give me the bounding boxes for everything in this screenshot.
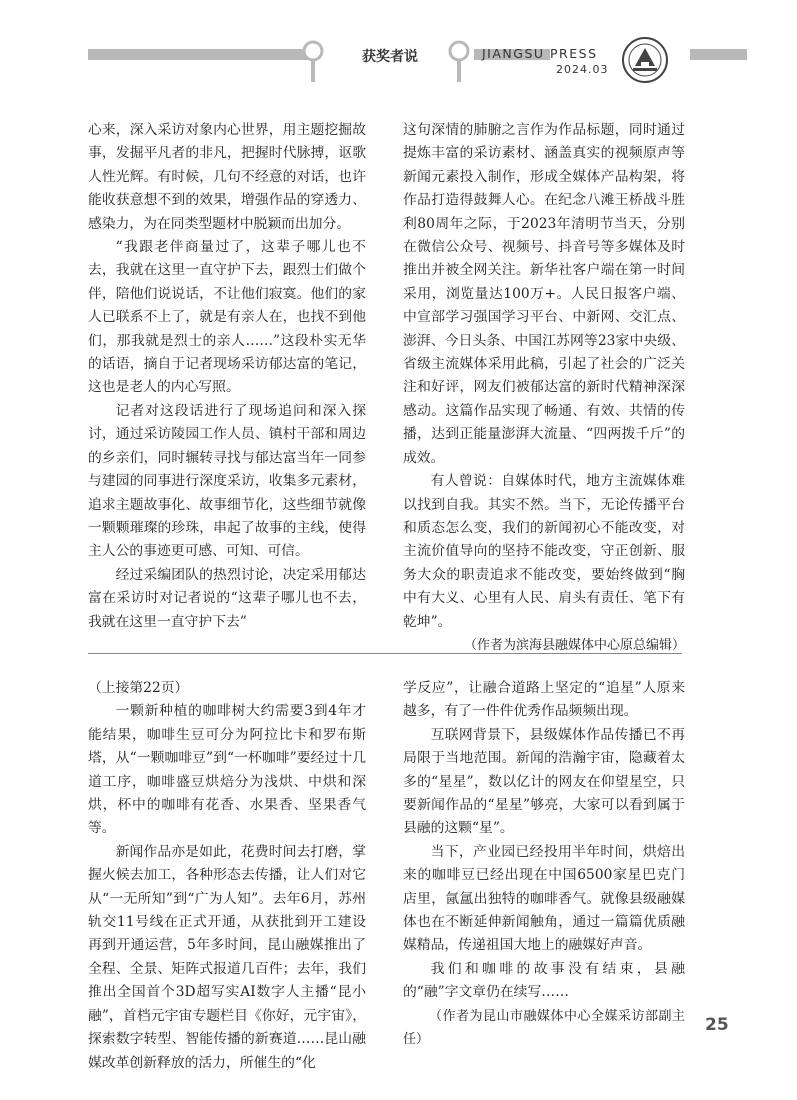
paragraph: 互联网背景下，县级媒体作品传播已不再局限于当地范围。新闻的浩瀚宇宙，隐藏着太多的“星星”，数以亿计的网友在仰望星空，只要新闻作品的“星星”够亮，大家可以看到属于县融的这颗“星”。 xyxy=(403,726,685,837)
magazine-name: JIANGSU PRESS xyxy=(482,46,598,61)
author-note: （作者为滨海县融媒体中心原总编辑） xyxy=(463,637,685,653)
pin-icon xyxy=(302,40,324,84)
paragraph: “我跟老伴商量过了，这辈子哪儿也不去，我就在这里一直守护下去，跟烈士们做个伴，陪他们说说话，不让他们寂寞。他们的家人已联系不上了，就是有亲人在，也找不到他们，那我就是烈士的亲人……”这段朴实无华的话语，摘自于记者现场采访郁达富的笔记，这也是老人的内心写照。 xyxy=(88,239,366,396)
bottom-column-right xyxy=(403,677,685,1052)
pin-icon xyxy=(448,40,470,84)
page-number: 25 xyxy=(705,1015,729,1035)
paragraph: 一颗新种植的咖啡树大约需要3到4年才能结果，咖啡生豆可分为阿拉比卡和罗布斯塔，从“一颗咖啡豆”到“一杯咖啡”要经过十几道工序，咖啡盛豆烘焙分为浅烘、中烘和深烘，杯中的咖啡有花香、水果香、坚果香气等。 xyxy=(88,703,366,837)
paragraph: 有人曾说：自媒体时代，地方主流媒体难以找到自我。其实不然。当下，无论传播平台和质态怎么变，我们的新闻初心不能改变，对主流价值导向的坚持不能改变，守正创新、服务大众的职责追求不能改变，要始终做到“胸中有大义、心里有人民、肩头有责任、笔下有乾坤”。 xyxy=(403,473,685,630)
author-note: （作者为昆山市融媒体中心全媒采访部副主任） xyxy=(403,1008,685,1048)
paragraph: 这句深情的肺腑之言作为作品标题，同时通过提炼丰富的采访素材、涵盖真实的视频原声等新闻元素投入制作，形成全媒体产品构架，将作品打造得鼓舞人心。在纪念八滩王桥战斗胜利80周年之际，于2023年清明节当天，分别在微信公众号、视频号、抖音号等多媒体及时推出并被全网关注。新华社客户端在第一时间采用，浏览量达100万+。人民日报客户端、中宣部学习强国学习平台、中新网、交汇点、澎湃、今日头条、中国江苏网等23家中央级、省级主流媒体采用此稿，引起了社会的广泛关注和好评，网友们被郁达富的新时代精神深深感动。这篇作品实现了畅通、有效、共情的传播，达到正能量澎湃大流量、“四两拨千斤”的成效。 xyxy=(403,122,685,466)
top-column-left xyxy=(88,119,366,634)
paragraph: 记者对这段话进行了现场追问和深入探讨，通过采访陵园工作人员、镇村干部和周边的乡亲们，同时辗转寻找与郁达富当年一同参与建园的同事进行深度采访，收集多元素材，追求主题故事化、故事细节化，这些细节就像一颗颗璀璨的珍珠，串起了故事的主线，使得主人公的事迹更可感、可知、可信。 xyxy=(88,402,366,560)
header-rule-left xyxy=(88,49,310,60)
bottom-column-left xyxy=(88,677,366,1075)
paragraph: 我们和咖啡的故事没有结束，县融的“融”字文章仍在续写…… xyxy=(403,960,685,1001)
paragraph: 当下，产业园已经投用半年时间，烘焙出来的咖啡豆已经出现在中国6500家星巴克门店里，氤氲出独特的咖啡香气。就像县级融媒体也在不断延伸新闻触角，通过一篇篇优质融媒精品，传递祖国大地上的融媒好声音。 xyxy=(403,843,685,954)
paragraph: 学反应”，让融合道路上坚定的“追星”人原来越多，有了一件件优秀作品频频出现。 xyxy=(403,680,685,720)
section-title: 获奖者说 xyxy=(362,49,418,65)
continued-from-note: （上接第22页） xyxy=(88,680,189,696)
paragraph: 新闻作品亦是如此，花费时间去打磨，掌握火候去加工，各种形态去传播，让人们对它从“一无所知”到“广为人知”。去年6月，苏州轨交11号线在正式开通，从获批到开工建设再到开通运营，5年多时间，昆山融媒推出了全程、全景、矩阵式报道几百件；去年，我们推出全国首个3D超写实AI数字人主播“昆小融”，首档元宇宙专题栏目《你好，元宇宙》，探索数字转型、智能传播的新赛道……昆山融媒改革创新释放的活力，所催生的“化 xyxy=(88,843,366,1071)
issue-date: 2024.03 xyxy=(556,63,609,76)
section-divider xyxy=(88,653,682,654)
paragraph: 心来，深入采访对象内心世界，用主题挖掘故事，发掘平凡者的非凡，把握时代脉搏，讴歌人性光辉。有时候，几句不经意的对话，也许能收获意想不到的效果，增强作品的穿透力、感染力，为在同类型题材中脱颖而出加分。 xyxy=(88,122,366,232)
top-column-right xyxy=(403,119,685,657)
paragraph: 经过采编团队的热烈讨论，决定采用郁达富在采访时对记者说的“这辈子哪儿也不去，我就在这里一直守护下去” xyxy=(88,566,366,630)
magazine-seal-logo xyxy=(621,36,669,84)
header-rule-far-right xyxy=(690,49,747,60)
